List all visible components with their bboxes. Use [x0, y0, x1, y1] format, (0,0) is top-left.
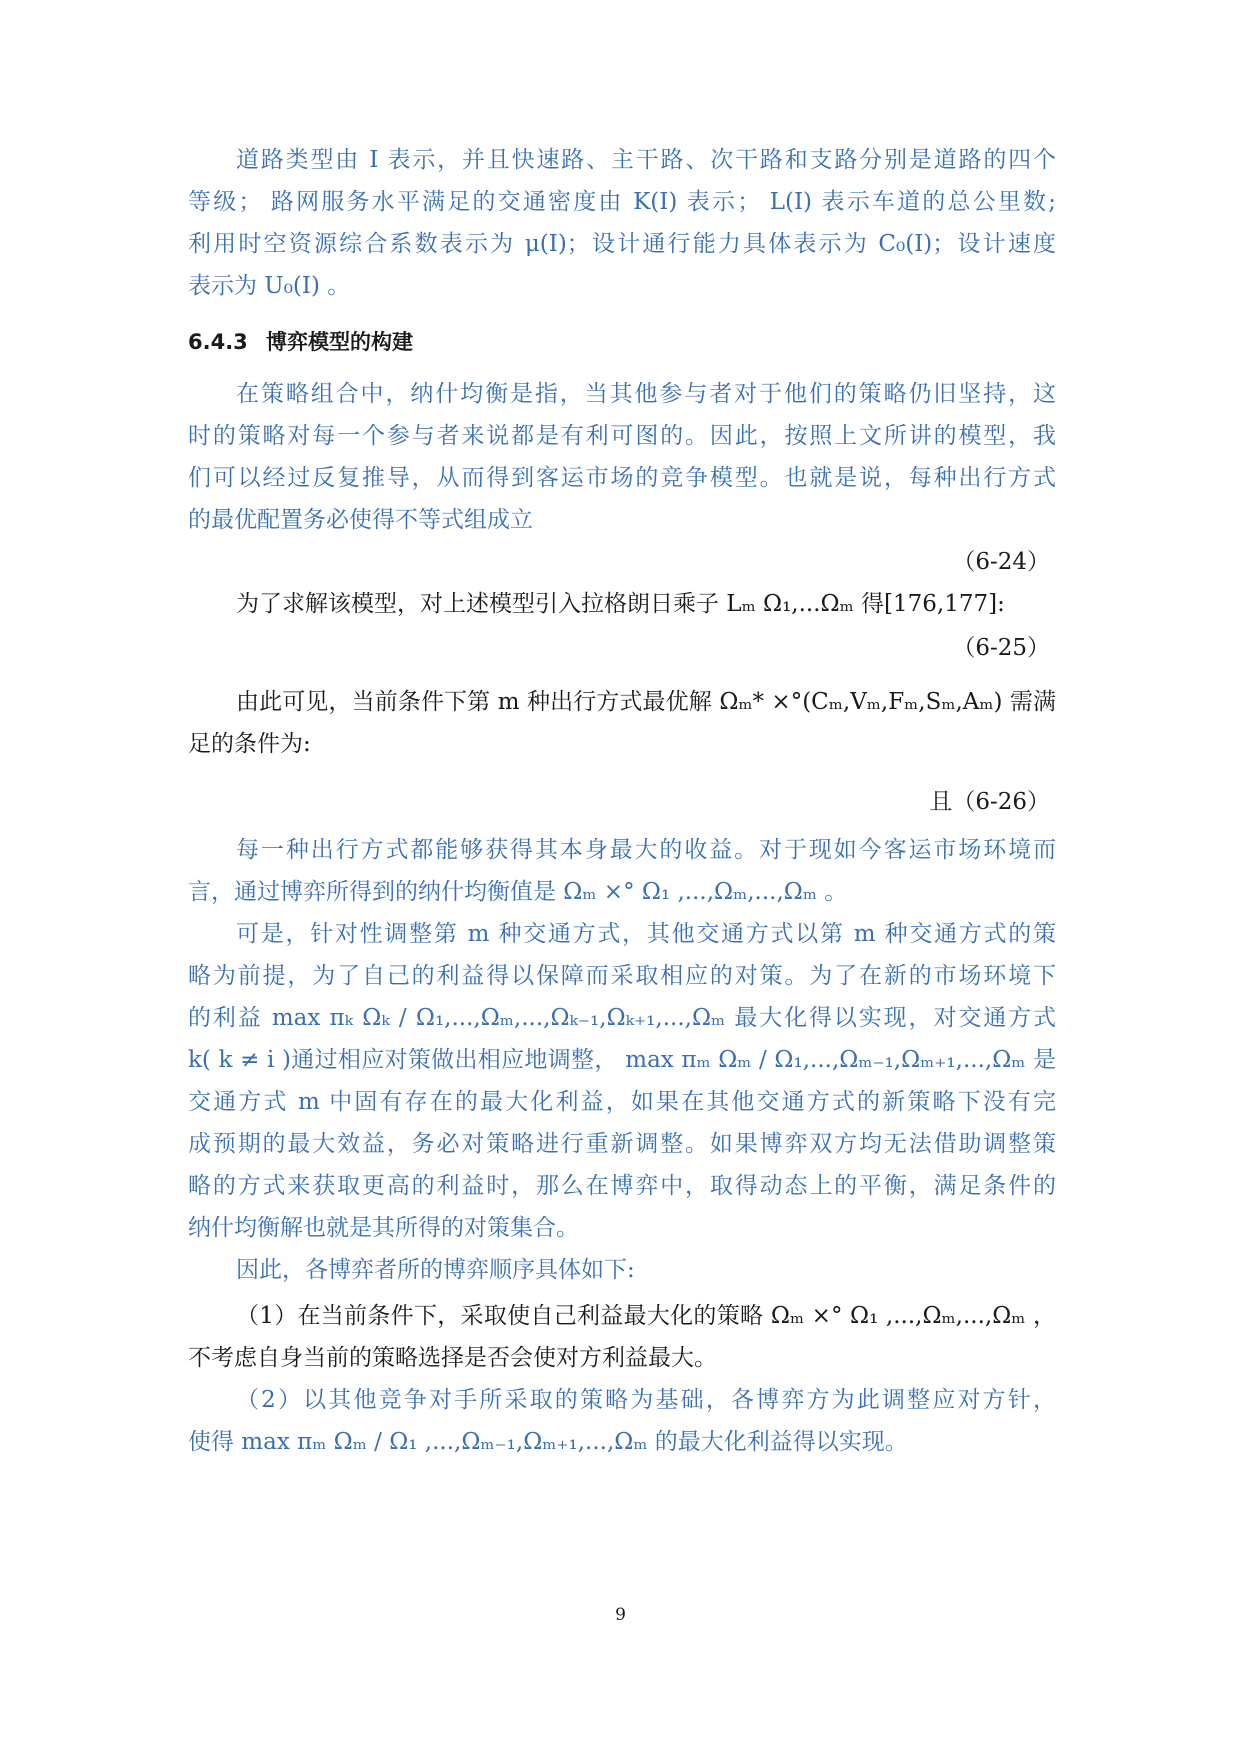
text-line: 不考虑自身当前的策略选择是否会使对方利益最大。 — [188, 1345, 717, 1371]
text-line: 交通方式 m 中固有存在的最大化利益，如果在其他交通方式的新策略下没有完 — [188, 1089, 1056, 1115]
text-line: 们可以经过反复推导，从而得到客运市场的竞争模型。也就是说，每种出行方式 — [188, 465, 1056, 491]
text-line: 的利益 max πₖ Ωₖ / Ω₁,...,Ωₘ,...,Ωₖ₋₁,Ωₖ₊₁,...,Ωₘ 最大化得以实现，对交通方式 — [188, 1005, 1056, 1031]
text-line: 言，通过博弈所得到的纳什均衡值是 Ωₘ ×° Ω₁ ,...,Ωₘ,...,Ωₘ 。 — [188, 879, 848, 905]
section-heading — [188, 326, 1056, 358]
section-number: 6.4.3 — [188, 330, 248, 354]
equation-number: （6-24） — [952, 549, 1050, 575]
text-line: 因此，各博弈者所的博弈顺序具体如下: — [236, 1257, 635, 1283]
text-line: （1）在当前条件下，采取使自己利益最大化的策略 Ωₘ ×° Ω₁ ,...,Ωₘ,...,Ωₘ ， — [236, 1303, 1056, 1329]
text-line: 的最优配置务必使得不等式组成立 — [188, 507, 533, 533]
text-line: 纳什均衡解也就是其所得的对策集合。 — [188, 1215, 579, 1241]
text-line: 略的方式来获取更高的利益时，那么在博弈中，取得动态上的平衡，满足条件的 — [188, 1173, 1056, 1199]
text-line: 为了求解该模型，对上述模型引入拉格朗日乘子 Lₘ Ω₁,...Ωₘ 得[176,177]: — [236, 591, 1005, 617]
text-line: 可是，针对性调整第 m 种交通方式，其他交通方式以第 m 种交通方式的策 — [236, 921, 1056, 947]
text-line: 道路类型由 I 表示，并且快速路、主干路、次干路和支路分别是道路的四个 — [236, 147, 1056, 173]
text-line: 时的策略对每一个参与者来说都是有利可图的。因此，按照上文所讲的模型，我 — [188, 423, 1056, 449]
text-line: 略为前提，为了自己的利益得以保障而采取相应的对策。为了在新的市场环境下 — [188, 963, 1056, 989]
equation-number: 且（6-26） — [929, 789, 1050, 815]
equation-number: （6-25） — [952, 635, 1050, 661]
text-line: 足的条件为: — [188, 731, 311, 757]
text-line: 等级； 路网服务水平满足的交通密度由 K(I) 表示； L(I) 表示车道的总公里数; — [188, 189, 1056, 215]
page-number: 9 — [615, 1605, 626, 1625]
text-line: 在策略组合中，纳什均衡是指，当其他参与者对于他们的策略仍旧坚持，这 — [236, 381, 1056, 407]
text-line: 成预期的最大效益，务必对策略进行重新调整。如果博弈双方均无法借助调整策 — [188, 1131, 1056, 1157]
text-line: 使得 max πₘ Ωₘ / Ω₁ ,...,Ωₘ₋₁,Ωₘ₊₁,...,Ωₘ 的最大化利益得以实现。 — [188, 1429, 908, 1455]
section-title: 博弈模型的构建 — [266, 330, 413, 354]
text-line: 每一种出行方式都能够获得其本身最大的收益。对于现如今客运市场环境而 — [236, 837, 1056, 863]
text-line: 利用时空资源综合系数表示为 μ(I)；设计通行能力具体表示为 C₀(I)；设计速度 — [188, 231, 1056, 257]
text-line: k( k ≠ i )通过相应对策做出相应地调整， max πₘ Ωₘ / Ω₁,...,Ωₘ₋₁,Ωₘ₊₁,...,Ωₘ 是 — [188, 1047, 1056, 1073]
text-line: 由此可见，当前条件下第 m 种出行方式最优解 Ωₘ* ×°(Cₘ,Vₘ,Fₘ,Sₘ,Aₘ) 需满 — [236, 689, 1056, 715]
text-line: 表示为 U₀(I) 。 — [188, 273, 351, 299]
text-line: （2）以其他竞争对手所采取的策略为基础，各博弈方为此调整应对方针， — [236, 1387, 1056, 1413]
